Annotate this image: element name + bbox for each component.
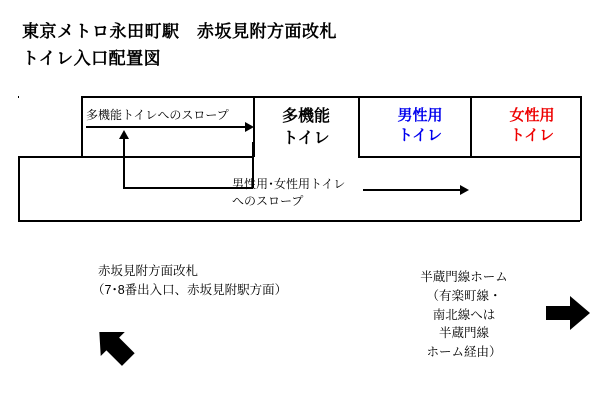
page-title-line2: トイレ入口配置図 — [22, 48, 162, 68]
room-label-female-line2: トイレ — [509, 127, 555, 145]
annotation-accessible-slope: 多機能トイレへのスロープ — [86, 108, 229, 122]
page-title-line1: 東京メトロ永田町駅 赤坂見附方面改札 — [22, 22, 337, 41]
wall-segment — [18, 96, 19, 98]
room-label-accessible-line2: トイレ — [282, 129, 330, 147]
wall-right-lower — [580, 156, 582, 221]
caption-right-line2: （有楽町線・ — [426, 288, 502, 303]
wall-room-bottom-right — [358, 156, 580, 158]
room-label-accessible-line1: 多機能 — [281, 108, 330, 125]
annotation-general-slope-line1: 男性用･女性用トイレ — [232, 177, 346, 191]
slope-line-general — [363, 189, 461, 191]
annotation-general-slope — [232, 176, 345, 210]
wall-entrance-left — [81, 96, 83, 157]
caption-right-platform — [404, 268, 524, 362]
arrow-head-up-icon — [119, 130, 129, 139]
arrow-down-left-icon — [94, 322, 140, 366]
caption-right-line1: 半蔵門線ホーム — [420, 270, 508, 284]
arrow-head-right-general-icon — [460, 185, 469, 195]
wall-bottom — [18, 220, 580, 222]
arrow-head-right-icon — [245, 122, 254, 132]
wall-male-right — [470, 96, 472, 157]
slope-line-accessible — [86, 126, 246, 128]
caption-left-line1: 赤坂見附方面改札 — [98, 264, 199, 278]
room-label-male-line1: 男性用 — [397, 107, 443, 124]
caption-left-line2: （7･8番出入口、赤坂見附駅方面） — [92, 282, 288, 297]
annotation-general-slope-line2: へのスロープ — [232, 193, 304, 208]
page-title — [22, 20, 337, 71]
caption-left-gate — [92, 262, 287, 300]
wall-accessible-right — [358, 96, 360, 157]
caption-right-line3: 南北線へは — [432, 307, 496, 322]
room-label-accessible — [261, 106, 351, 149]
wall-left-lower — [18, 156, 20, 221]
wall-left-upper — [18, 156, 82, 158]
room-label-female-line1: 女性用 — [509, 107, 555, 124]
path-line-vertical — [123, 138, 125, 188]
floor-plan — [18, 96, 582, 222]
wall-top — [81, 96, 582, 98]
room-label-female — [486, 106, 578, 147]
room-label-male — [374, 106, 466, 147]
room-label-male-line2: トイレ — [397, 127, 443, 145]
wall-room-bottom-left — [81, 156, 253, 158]
arrow-right-icon — [546, 296, 590, 330]
caption-right-line4: 半蔵門線 — [438, 326, 489, 341]
caption-right-line5: ホーム経由） — [426, 345, 502, 359]
